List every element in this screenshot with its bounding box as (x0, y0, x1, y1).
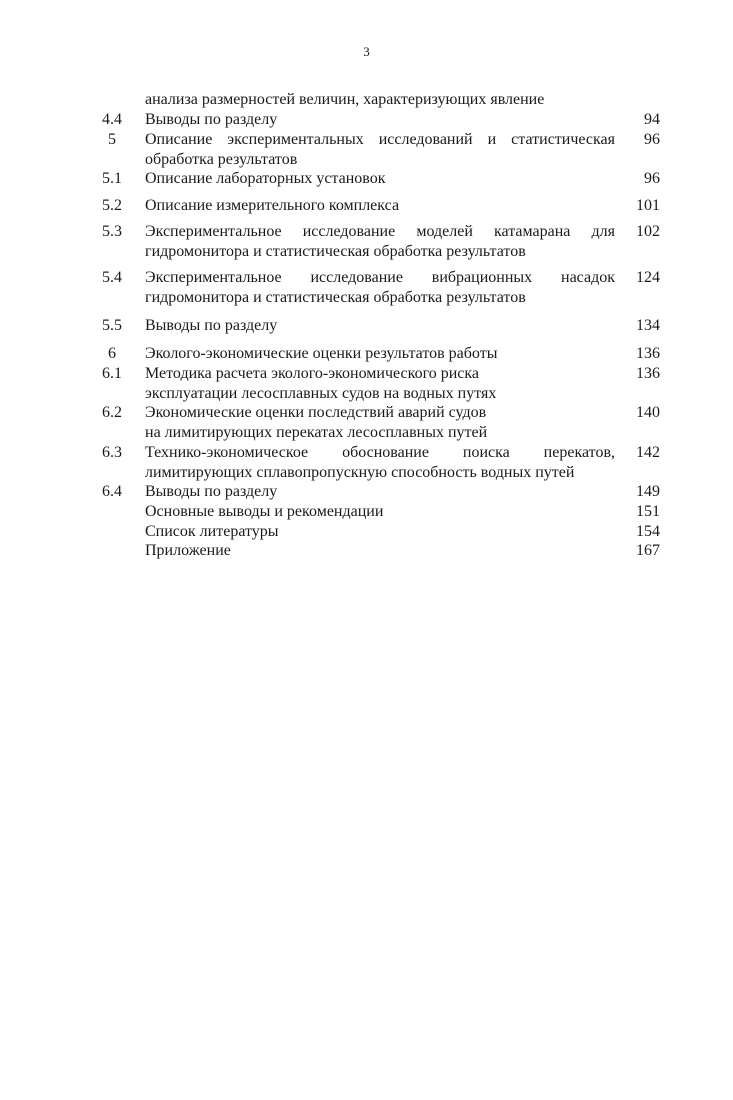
toc-entry-number: 4.4 (102, 111, 122, 128)
toc-entry-title-line: Выводы по разделу (145, 317, 278, 334)
toc-entry-title-line: анализа размерностей величин, характеризующих явление (145, 91, 545, 108)
toc-entry-page: 149 (636, 483, 660, 500)
toc-entry-page: 142 (636, 444, 660, 461)
toc-entry-number: 5.2 (102, 197, 122, 214)
toc-entry-number: 6.4 (102, 483, 122, 500)
toc-entry-title-line: гидромонитора и статистическая обработка результатов (145, 289, 526, 306)
toc-entry-page: 96 (644, 170, 660, 187)
toc-entry-number: 5.3 (102, 223, 122, 240)
toc-entry-title (145, 268, 615, 308)
toc-entry-page: 154 (636, 523, 660, 540)
toc-entry-title (145, 169, 615, 189)
toc-entry-number: 5.5 (102, 317, 122, 334)
toc-entry-title (145, 482, 615, 502)
toc-entry-title-line: Выводы по разделу (145, 111, 278, 128)
toc-entry-page: 136 (636, 345, 660, 362)
toc-entry-title (145, 443, 615, 483)
toc-entry-title-line: Методика расчета эколого-экономического риска (145, 365, 480, 382)
toc-entry-title-line: Технико-экономическое обоснование поиска перекатов, (145, 444, 615, 461)
toc-entry-title (145, 344, 615, 364)
toc-entry-title-line: Описание экспериментальных исследований и статистическая (145, 131, 615, 148)
toc-entry-page: 136 (636, 365, 660, 382)
toc-entry-title-line: Описание лабораторных установок (145, 170, 386, 187)
toc-entry-number: 5.4 (102, 269, 122, 286)
toc-entry-title-line: Выводы по разделу (145, 483, 278, 500)
toc-entry-number: 5.1 (102, 170, 122, 187)
toc-entry-title-line: Список литературы (145, 523, 279, 540)
toc-entry-title-line: Приложение (145, 542, 231, 559)
toc-entry-number: 6.1 (102, 365, 122, 382)
toc-entry-title (145, 502, 615, 522)
toc-entry-title (145, 110, 615, 130)
toc-entry-title (145, 522, 615, 542)
toc-entry-number: 6.2 (102, 404, 122, 421)
toc-entry-title (145, 316, 615, 336)
toc-entry-title-line: Эколого-экономические оценки результатов работы (145, 345, 498, 362)
page-number: 3 (363, 44, 370, 59)
toc-entry-page: 101 (636, 197, 660, 214)
toc-entry-page: 151 (636, 503, 660, 520)
toc-entry-title-line: гидромонитора и статистическая обработка результатов (145, 243, 526, 260)
toc-entry-title (145, 196, 615, 216)
toc-entry-page: 102 (636, 223, 660, 240)
toc-entry-title-line: Основные выводы и рекомендации (145, 503, 384, 520)
toc-entry-title-line: эксплуатации лесосплавных судов на водных путях (145, 385, 497, 402)
toc-entry-title (145, 541, 615, 561)
toc-entry-number: 6 (108, 345, 116, 362)
toc-entry-title-line: обработка результатов (145, 151, 298, 168)
toc-entry-page: 94 (644, 111, 660, 128)
toc-entry-title-line: Экспериментальное исследование вибрационных насадок (145, 269, 615, 286)
toc-entry-page: 134 (636, 317, 660, 334)
toc-entry-page: 140 (636, 404, 660, 421)
toc-entry-title (145, 90, 615, 110)
toc-entry-title (145, 130, 615, 170)
toc-entry-page: 96 (644, 131, 660, 148)
toc-entry-title-line: Экономические оценки последствий аварий судов (145, 404, 487, 421)
toc-entry-number: 5 (108, 131, 116, 148)
toc-entry-number: 6.3 (102, 444, 122, 461)
toc-entry-title (145, 364, 615, 404)
toc-entry-title (145, 222, 615, 262)
toc-entry-title-line: лимитирующих сплавопропускную способность водных путей (145, 464, 575, 481)
toc-entry-title-line: Описание измерительного комплекса (145, 197, 400, 214)
toc-entry-title-line: Экспериментальное исследование моделей катамарана для (145, 223, 615, 240)
toc-entry-page: 167 (636, 542, 660, 559)
toc-entry-title (145, 403, 615, 443)
toc-entry-page: 124 (636, 269, 660, 286)
toc-entry-title-line: на лимитирующих перекатах лесосплавных путей (145, 424, 488, 441)
